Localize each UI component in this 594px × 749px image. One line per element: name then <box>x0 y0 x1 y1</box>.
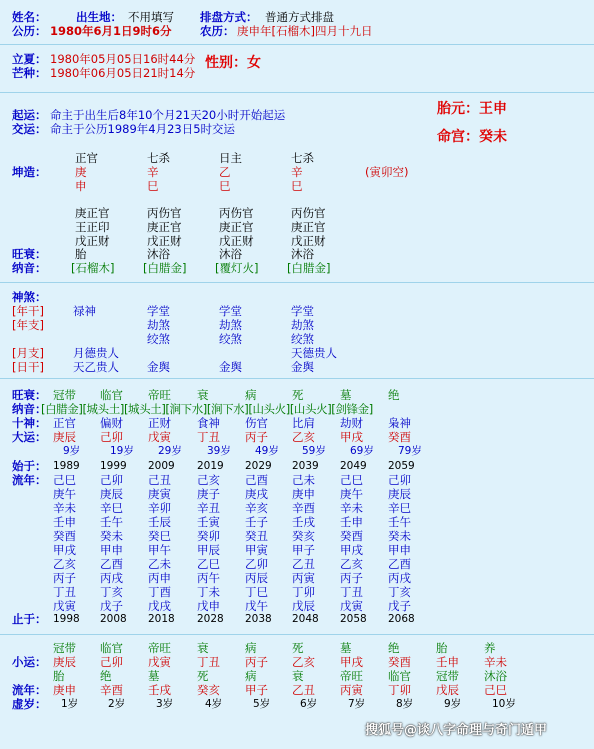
shensha-item: 绞煞 <box>291 332 314 346</box>
shensha-item: 劫煞 <box>219 318 242 332</box>
xiaoyun-pillar: 己卯 <box>100 655 123 669</box>
xiaoyun-wangshuai-2: 死 <box>197 669 209 683</box>
liunian-year: 庚戌 <box>245 487 268 501</box>
liunian-year: 丙戌 <box>100 571 123 585</box>
dayun-start-year: 2029 <box>245 460 272 472</box>
liunian-year: 庚辰 <box>388 487 411 501</box>
dayun-shishen: 伤官 <box>245 416 268 430</box>
liunian-year: 乙丑 <box>292 557 315 571</box>
pillar-ten-god: 七杀 <box>291 151 314 165</box>
lunar-label: 农历： <box>200 24 235 38</box>
dayun-wangshuai: 墓 <box>340 388 352 402</box>
shensha-item: 劫煞 <box>291 318 314 332</box>
dayun-pillar: 己卯 <box>100 430 123 444</box>
xiaoyun-pillar: 丙子 <box>245 655 268 669</box>
xiaoyun-xusui: 4岁 <box>205 698 223 710</box>
shensha-item: 天乙贵人 <box>73 360 119 374</box>
xiaoyun-wangshuai: 病 <box>245 641 257 655</box>
dayun-shishen: 比肩 <box>292 416 315 430</box>
liunian-year: 癸酉 <box>53 529 76 543</box>
xiaoyun-xusui: 3岁 <box>156 698 174 710</box>
liunian-year: 丙子 <box>53 571 76 585</box>
xiaoyun-liunian: 壬戌 <box>148 683 171 697</box>
dy-nayin-value: [白腊金][城头土][城头土][涧下水][涧下水][山头火][山头火][剑锋金] <box>41 402 373 416</box>
minggong: 命宫：癸未 <box>437 129 507 145</box>
divider <box>0 378 594 379</box>
liunian-year: 癸丑 <box>245 529 268 543</box>
liunian-year: 壬寅 <box>197 515 220 529</box>
xiaoyun-pillar: 戊寅 <box>148 655 171 669</box>
dayun-start-year: 2009 <box>148 460 175 472</box>
liunian-year: 癸巳 <box>148 529 171 543</box>
shensha-item: 金舆 <box>147 360 170 374</box>
liunian-year: 辛未 <box>53 501 76 515</box>
pillar-stem: 辛 <box>291 165 303 179</box>
dayun-pillar: 庚辰 <box>53 430 76 444</box>
liunian-year: 甲申 <box>388 543 411 557</box>
liunian-year: 壬午 <box>100 515 123 529</box>
liunian-year: 丙午 <box>197 571 220 585</box>
dayun-end-year: 1998 <box>53 613 80 625</box>
shensha-item: 天德贵人 <box>291 346 337 360</box>
shensha-item: 月德贵人 <box>73 346 119 360</box>
liunian-year: 己亥 <box>197 473 220 487</box>
xiaoyun-wangshuai-2: 墓 <box>148 669 160 683</box>
liunian-year: 丁未 <box>197 585 220 599</box>
liunian-year: 己卯 <box>388 473 411 487</box>
mangzhong-label: 芒种： <box>12 66 47 80</box>
xiaoyun-xusui: 5岁 <box>253 698 271 710</box>
liunian-year: 丙戌 <box>388 571 411 585</box>
xy-xusui-label: 虚岁： <box>12 697 47 711</box>
pillar-nayin: [石榴木] <box>71 261 115 275</box>
dayun-end-year: 2058 <box>340 613 367 625</box>
dayun-shishen: 正官 <box>53 416 76 430</box>
nayin-label: 纳音： <box>12 261 47 275</box>
liunian-year: 戊午 <box>245 599 268 613</box>
method-label: 排盘方式： <box>200 10 258 24</box>
xiaoyun-wangshuai-2: 临官 <box>388 669 411 683</box>
liunian-year: 乙亥 <box>340 557 363 571</box>
wangshuai-label: 旺衰： <box>12 247 47 261</box>
xiaoyun-liunian: 庚申 <box>53 683 76 697</box>
liunian-year: 庚寅 <box>148 487 171 501</box>
dayun-shishen: 枭神 <box>388 416 411 430</box>
pillar-hidden-stem: 庚正官 <box>219 220 254 234</box>
liunian-year: 戊子 <box>100 599 123 613</box>
dayun-pillar: 丁丑 <box>197 430 220 444</box>
liunian-year: 乙酉 <box>100 557 123 571</box>
pillar-wangshuai: 沐浴 <box>147 247 170 261</box>
solar-value: 1980年6月1日9时6分 <box>50 24 172 38</box>
xiaoyun-wangshuai: 衰 <box>197 641 209 655</box>
dayun-start-year: 2019 <box>197 460 224 472</box>
dayun-shishen: 劫财 <box>340 416 363 430</box>
dayun-start-year: 2049 <box>340 460 367 472</box>
liunian-year: 辛巳 <box>100 501 123 515</box>
liunian-year: 丙申 <box>148 571 171 585</box>
dayun-end-year: 2048 <box>292 613 319 625</box>
xiaoyun-wangshuai-2: 沐浴 <box>484 669 507 683</box>
liunian-year: 乙未 <box>148 557 171 571</box>
dy-end-label: 止于： <box>12 612 47 626</box>
liunian-year: 癸亥 <box>292 529 315 543</box>
pillar-hidden-stem: 丙伤官 <box>147 206 182 220</box>
xiaoyun-wangshuai-2: 绝 <box>100 669 112 683</box>
xiaoyun-wangshuai: 养 <box>484 641 496 655</box>
liunian-year: 丁亥 <box>100 585 123 599</box>
birthplace-value: 不用填写 <box>128 10 174 24</box>
dayun-wangshuai: 临官 <box>100 388 123 402</box>
pillar-nayin: [白腊金] <box>143 261 187 275</box>
dayun-wangshuai: 衰 <box>197 388 209 402</box>
dayun-pillar: 癸酉 <box>388 430 411 444</box>
liunian-year: 己巳 <box>53 473 76 487</box>
liunian-year: 甲申 <box>100 543 123 557</box>
liunian-year: 戊戌 <box>148 599 171 613</box>
pillar-stem: 辛 <box>147 165 159 179</box>
method-value: 普通方式排盘 <box>265 10 334 24</box>
dayun-age: 79岁 <box>398 445 422 457</box>
pillar-hidden-stem: 丙伤官 <box>219 206 254 220</box>
xiaoyun-liunian: 丙寅 <box>340 683 363 697</box>
liunian-year: 辛未 <box>340 501 363 515</box>
pillar-hidden-stem: 庚正官 <box>291 220 326 234</box>
liunian-year: 癸未 <box>100 529 123 543</box>
dayun-shishen: 正财 <box>148 416 171 430</box>
liunian-year: 壬申 <box>53 515 76 529</box>
xiaoyun-wangshuai: 帝旺 <box>148 641 171 655</box>
dy-liunian-label: 流年： <box>12 473 47 487</box>
xiaoyun-pillar: 辛未 <box>484 655 507 669</box>
xiaoyun-liunian: 乙丑 <box>292 683 315 697</box>
shensha-row-label: [年干] <box>12 304 44 318</box>
pillar-branch: 巳 <box>147 179 159 193</box>
xiaoyun-wangshuai-2: 病 <box>245 669 257 683</box>
liunian-year: 癸未 <box>388 529 411 543</box>
dayun-age: 49岁 <box>255 445 279 457</box>
dayun-end-year: 2008 <box>100 613 127 625</box>
liunian-year: 丁酉 <box>148 585 171 599</box>
liunian-year: 戊辰 <box>292 599 315 613</box>
xiaoyun-pillar: 癸酉 <box>388 655 411 669</box>
shensha-item: 金舆 <box>291 360 314 374</box>
birthplace-label: 出生地： <box>76 10 122 24</box>
liunian-year: 戊子 <box>388 599 411 613</box>
liunian-year: 壬申 <box>340 515 363 529</box>
xiaoyun-liunian: 癸亥 <box>197 683 220 697</box>
pillar-hidden-stem: 王正印 <box>75 220 110 234</box>
qiyun-value: 命主于出生后8年10个月21天20小时开始起运 <box>50 108 286 122</box>
dayun-pillar: 甲戌 <box>340 430 363 444</box>
dayun-end-year: 2028 <box>197 613 224 625</box>
dayun-wangshuai: 帝旺 <box>148 388 171 402</box>
pillar-stem: 乙 <box>219 165 231 179</box>
xiaoyun-xusui: 8岁 <box>396 698 414 710</box>
shensha-item: 学堂 <box>219 304 242 318</box>
dayun-age: 69岁 <box>350 445 374 457</box>
divider <box>0 634 594 635</box>
liunian-year: 辛卯 <box>148 501 171 515</box>
solar-label: 公历： <box>12 24 47 38</box>
divider <box>0 92 594 93</box>
pillar-nayin: [覆灯火] <box>215 261 259 275</box>
liunian-year: 乙巳 <box>197 557 220 571</box>
pillar-branch: 巳 <box>291 179 303 193</box>
pillar-branch: 申 <box>75 179 87 193</box>
liunian-year: 丁巳 <box>245 585 268 599</box>
pillar-hidden-stem: 戊正财 <box>75 234 110 248</box>
dayun-wangshuai: 死 <box>292 388 304 402</box>
liunian-year: 癸酉 <box>340 529 363 543</box>
liunian-year: 庚申 <box>292 487 315 501</box>
liunian-year: 庚午 <box>53 487 76 501</box>
pillar-hidden-stem: 戊正财 <box>147 234 182 248</box>
dayun-end-year: 2038 <box>245 613 272 625</box>
dayun-wangshuai: 绝 <box>388 388 400 402</box>
liunian-year: 壬子 <box>245 515 268 529</box>
shensha-row-label: [日干] <box>12 360 44 374</box>
liunian-year: 戊寅 <box>53 599 76 613</box>
xiaoyun-wangshuai-2: 衰 <box>292 669 304 683</box>
xiaoyun-xusui: 6岁 <box>300 698 318 710</box>
xiaoyun-wangshuai: 墓 <box>340 641 352 655</box>
liunian-year: 丙子 <box>340 571 363 585</box>
xiaoyun-wangshuai-2: 胎 <box>53 669 65 683</box>
liunian-year: 甲戌 <box>340 543 363 557</box>
liunian-year: 甲寅 <box>245 543 268 557</box>
liunian-year: 己卯 <box>100 473 123 487</box>
qianzao-label: 坤造： <box>12 165 47 179</box>
kongwang: (寅卯空) <box>365 165 409 179</box>
pillar-stem: 庚 <box>75 165 87 179</box>
dayun-start-year: 1999 <box>100 460 127 472</box>
liunian-year: 丁丑 <box>340 585 363 599</box>
xiaoyun-liunian: 己巳 <box>484 683 507 697</box>
jiaoyun-label: 交运： <box>12 122 47 136</box>
dayun-start-year: 2059 <box>388 460 415 472</box>
liunian-year: 甲子 <box>292 543 315 557</box>
liunian-year: 庚辰 <box>100 487 123 501</box>
dayun-start-year: 1989 <box>53 460 80 472</box>
dy-nayin-label: 纳音： <box>12 402 47 416</box>
pillar-wangshuai: 沐浴 <box>219 247 242 261</box>
pillar-ten-god: 日主 <box>219 151 242 165</box>
xiaoyun-wangshuai: 绝 <box>388 641 400 655</box>
liunian-year: 丁亥 <box>388 585 411 599</box>
pillar-hidden-stem: 庚正官 <box>75 206 110 220</box>
dayun-end-year: 2018 <box>148 613 175 625</box>
liunian-year: 辛亥 <box>245 501 268 515</box>
shensha-item: 劫煞 <box>147 318 170 332</box>
xiaoyun-liunian: 丁卯 <box>388 683 411 697</box>
dayun-pillar: 戊寅 <box>148 430 171 444</box>
liunian-year: 丁丑 <box>53 585 76 599</box>
liunian-year: 庚午 <box>340 487 363 501</box>
shensha-row-label: [年支] <box>12 318 44 332</box>
xiaoyun-liunian: 戊辰 <box>436 683 459 697</box>
pillar-hidden-stem: 戊正财 <box>219 234 254 248</box>
xy-label: 小运： <box>12 655 47 669</box>
xiaoyun-xusui: 9岁 <box>444 698 462 710</box>
liunian-year: 辛丑 <box>197 501 220 515</box>
shensha-row-label: [月支] <box>12 346 44 360</box>
shensha-item: 学堂 <box>147 304 170 318</box>
pillar-nayin: [白腊金] <box>287 261 331 275</box>
liunian-year: 辛酉 <box>292 501 315 515</box>
dayun-age: 9岁 <box>63 445 81 457</box>
dayun-wangshuai: 病 <box>245 388 257 402</box>
liunian-year: 丁卯 <box>292 585 315 599</box>
liunian-year: 戊申 <box>197 599 220 613</box>
dayun-age: 29岁 <box>158 445 182 457</box>
xiaoyun-wangshuai: 临官 <box>100 641 123 655</box>
liunian-year: 丙寅 <box>292 571 315 585</box>
pillar-wangshuai: 胎 <box>75 247 87 261</box>
liunian-year: 乙卯 <box>245 557 268 571</box>
shensha-item: 学堂 <box>291 304 314 318</box>
dayun-age: 39岁 <box>207 445 231 457</box>
liunian-year: 甲午 <box>148 543 171 557</box>
watermark: 搜狐号@谈八字命理与奇门遁甲 <box>365 723 548 738</box>
xiaoyun-xusui: 2岁 <box>108 698 126 710</box>
liunian-year: 乙亥 <box>53 557 76 571</box>
liunian-year: 己巳 <box>340 473 363 487</box>
pillar-ten-god: 正官 <box>75 151 98 165</box>
dayun-age: 19岁 <box>110 445 134 457</box>
lunar-value: 庚申年[石榴木]四月十九日 <box>237 24 373 38</box>
xiaoyun-pillar: 丁丑 <box>197 655 220 669</box>
liunian-year: 己未 <box>292 473 315 487</box>
qiyun-label: 起运： <box>12 108 47 122</box>
pillar-branch: 巳 <box>219 179 231 193</box>
xiaoyun-pillar: 乙亥 <box>292 655 315 669</box>
liunian-year: 癸卯 <box>197 529 220 543</box>
dy-wangshuai-label: 旺衰： <box>12 388 47 402</box>
liunian-year: 甲戌 <box>53 543 76 557</box>
dy-dayun-label: 大运： <box>12 430 47 444</box>
lixia-label: 立夏： <box>12 52 47 66</box>
liunian-year: 壬戌 <box>292 515 315 529</box>
shensha-item: 金舆 <box>219 360 242 374</box>
xiaoyun-xusui: 1岁 <box>61 698 79 710</box>
xiaoyun-liunian: 甲子 <box>245 683 268 697</box>
xiaoyun-wangshuai-2: 冠带 <box>436 669 459 683</box>
xiaoyun-liunian: 辛酉 <box>100 683 123 697</box>
xiaoyun-pillar: 庚辰 <box>53 655 76 669</box>
shensha-item: 绞煞 <box>147 332 170 346</box>
dayun-age: 59岁 <box>302 445 326 457</box>
liunian-year: 戊寅 <box>340 599 363 613</box>
liunian-year: 庚子 <box>197 487 220 501</box>
liunian-year: 壬午 <box>388 515 411 529</box>
liunian-year: 辛巳 <box>388 501 411 515</box>
xiaoyun-pillar: 甲戌 <box>340 655 363 669</box>
xiaoyun-wangshuai: 胎 <box>436 641 448 655</box>
liunian-year: 乙酉 <box>388 557 411 571</box>
dayun-shishen: 偏财 <box>100 416 123 430</box>
dayun-wangshuai: 冠带 <box>53 388 76 402</box>
divider <box>0 282 594 283</box>
mangzhong-value: 1980年06月05日21时14分 <box>50 66 196 80</box>
dy-start-label: 始于： <box>12 459 47 473</box>
dayun-shishen: 食神 <box>197 416 220 430</box>
lixia-value: 1980年05月05日16时44分 <box>50 52 196 66</box>
pillar-ten-god: 七杀 <box>147 151 170 165</box>
gender: 性别：女 <box>205 55 261 71</box>
xiaoyun-pillar: 壬申 <box>436 655 459 669</box>
xiaoyun-wangshuai-2: 帝旺 <box>340 669 363 683</box>
pillar-hidden-stem: 庚正官 <box>147 220 182 234</box>
taiyuan: 胎元：王申 <box>437 101 507 117</box>
liunian-year: 己丑 <box>148 473 171 487</box>
pillar-hidden-stem: 丙伤官 <box>291 206 326 220</box>
dayun-pillar: 丙子 <box>245 430 268 444</box>
shensha-item: 禄神 <box>73 304 96 318</box>
liunian-year: 己酉 <box>245 473 268 487</box>
xiaoyun-xusui: 7岁 <box>348 698 366 710</box>
liunian-year: 壬辰 <box>148 515 171 529</box>
shensha-item: 绞煞 <box>219 332 242 346</box>
name-label: 姓名： <box>12 10 47 24</box>
xiaoyun-wangshuai: 死 <box>292 641 304 655</box>
dayun-pillar: 乙亥 <box>292 430 315 444</box>
jiaoyun-value: 命主于公历1989年4月23日5时交运 <box>50 122 236 136</box>
xiaoyun-xusui: 10岁 <box>492 698 516 710</box>
liunian-year: 甲辰 <box>197 543 220 557</box>
pillar-hidden-stem: 戊正财 <box>291 234 326 248</box>
xy-liunian-label: 流年： <box>12 683 47 697</box>
dy-shishen-label: 十神： <box>12 416 47 430</box>
dayun-start-year: 2039 <box>292 460 319 472</box>
pillar-wangshuai: 沐浴 <box>291 247 314 261</box>
xiaoyun-wangshuai: 冠带 <box>53 641 76 655</box>
shensha-title: 神煞： <box>12 290 47 304</box>
divider <box>0 44 594 45</box>
liunian-year: 丙辰 <box>245 571 268 585</box>
dayun-end-year: 2068 <box>388 613 415 625</box>
